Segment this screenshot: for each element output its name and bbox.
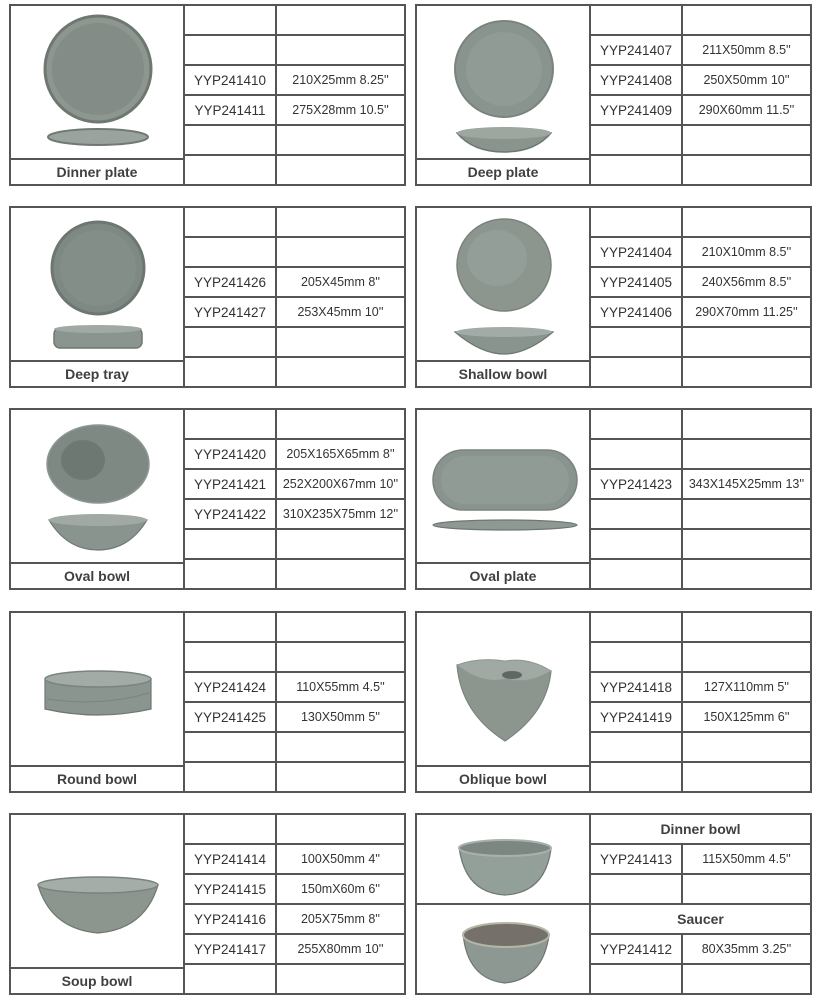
product-block-deep-tray [9, 206, 406, 388]
table-row [591, 440, 810, 470]
table-row [185, 875, 404, 905]
item-code [591, 613, 683, 641]
table-row [185, 643, 404, 673]
table-row [591, 36, 810, 66]
table-row [591, 156, 810, 184]
spec-table [591, 410, 810, 588]
product-block-dinner-plate [9, 4, 406, 186]
item-code [591, 530, 683, 558]
item-size [683, 500, 810, 528]
item-size [683, 126, 810, 154]
item-size: 130X50mm 5'' [300, 710, 381, 724]
item-code [591, 410, 683, 438]
item-code: YYP241404 [591, 238, 683, 266]
saucer-title: Saucer [677, 911, 724, 927]
item-size: 275X28mm 10.5'' [292, 103, 389, 117]
table-row [591, 875, 810, 905]
item-code: YYP241417 [185, 935, 277, 963]
product-name: Oval plate [417, 564, 591, 588]
shallow-bowl-image [417, 208, 591, 362]
table-row [185, 298, 404, 328]
item-code [185, 613, 277, 641]
item-code [591, 440, 683, 468]
item-size: 150mX60m 6'' [300, 882, 381, 896]
table-row [591, 935, 810, 965]
item-size: 290X60mm 11.5'' [698, 103, 795, 117]
item-size [683, 410, 810, 438]
item-size [683, 643, 810, 671]
spec-table [591, 208, 810, 386]
item-size [277, 328, 404, 356]
product-name: Deep tray [11, 362, 185, 386]
item-size [277, 6, 404, 34]
item-code [185, 126, 277, 154]
table-row [185, 36, 404, 66]
product-name: Soup bowl [11, 969, 185, 993]
item-code: YYP241422 [185, 500, 277, 528]
item-code [185, 238, 277, 266]
product-block-round-bowl [9, 611, 406, 793]
product-name: Oval bowl [11, 564, 185, 588]
table-row [591, 66, 810, 96]
item-size [683, 6, 810, 34]
table-row [591, 268, 810, 298]
item-size: 211X50mm 8.5'' [702, 43, 791, 57]
table-row [185, 208, 404, 238]
item-size: 210X25mm 8.25'' [292, 73, 389, 87]
item-code: YYP241408 [591, 66, 683, 94]
item-size: 205X165X65mm 8'' [286, 447, 395, 461]
table-row [591, 643, 810, 673]
table-row [185, 268, 404, 298]
item-size: 255X80mm 10'' [297, 942, 384, 956]
product-name: Deep plate [417, 160, 591, 184]
item-code [591, 126, 683, 154]
item-size [277, 815, 404, 843]
item-size [277, 643, 404, 671]
item-size: 343X145X25mm 13'' [688, 477, 805, 491]
item-code [185, 560, 277, 588]
dinner-bowl-image [417, 815, 591, 905]
product-name: Oblique bowl [417, 767, 591, 791]
product-block-oval-bowl [9, 408, 406, 590]
table-row [185, 410, 404, 440]
item-size [683, 965, 810, 993]
item-size [683, 875, 810, 903]
product-name: Dinner plate [11, 160, 185, 184]
table-row [185, 238, 404, 268]
spec-table [185, 6, 404, 184]
table-row [185, 845, 404, 875]
table-row [185, 905, 404, 935]
table-row [591, 298, 810, 328]
spec-table [185, 815, 404, 993]
item-size [683, 733, 810, 761]
oblique-bowl-image [417, 613, 591, 767]
oval-bowl-image [11, 410, 185, 564]
table-row [185, 733, 404, 763]
item-size: 240X56mm 8.5'' [701, 275, 792, 289]
table-row [185, 66, 404, 96]
item-size [277, 126, 404, 154]
table-row [185, 500, 404, 530]
item-code [591, 733, 683, 761]
item-size [277, 410, 404, 438]
deep-plate-image [417, 6, 591, 160]
item-size [277, 733, 404, 761]
table-row [185, 673, 404, 703]
product-block-dinner-bowl-saucer [415, 813, 812, 995]
table-row [591, 358, 810, 386]
item-code: YYP241416 [185, 905, 277, 933]
spec-table [591, 6, 810, 184]
item-size [277, 560, 404, 588]
dinner-plate-image [11, 6, 185, 160]
item-size [683, 613, 810, 641]
item-code: YYP241419 [591, 703, 683, 731]
item-size: 127X110mm 5'' [703, 680, 790, 694]
table-row [591, 613, 810, 643]
item-code [185, 156, 277, 184]
item-code [185, 643, 277, 671]
table-row [591, 530, 810, 560]
item-size: 210X10mm 8.5'' [701, 245, 792, 259]
item-code [591, 560, 683, 588]
item-size: 252X200X67mm 10'' [282, 477, 399, 491]
spec-table [591, 613, 810, 791]
item-code: YYP241426 [185, 268, 277, 296]
table-row [185, 328, 404, 358]
deep-tray-image [11, 208, 185, 362]
item-size: 310X235X75mm 12'' [282, 507, 399, 521]
table-row [591, 6, 810, 36]
item-code [185, 733, 277, 761]
product-name: Round bowl [11, 767, 185, 791]
spec-table [591, 815, 810, 993]
item-code: YYP241421 [185, 470, 277, 498]
item-size: 80X35mm 3.25'' [701, 942, 792, 956]
item-size [683, 328, 810, 356]
item-size [683, 763, 810, 791]
dinner-bowl-title: Dinner bowl [660, 821, 741, 837]
item-code: YYP241414 [185, 845, 277, 873]
item-size [683, 358, 810, 386]
item-code: YYP241412 [591, 935, 683, 963]
item-code [591, 643, 683, 671]
table-row [185, 935, 404, 965]
table-row [591, 703, 810, 733]
item-code [591, 875, 683, 903]
item-size: 150X125mm 6'' [703, 710, 790, 724]
table-row [185, 156, 404, 184]
product-block-soup-bowl [9, 813, 406, 995]
item-code: YYP241415 [185, 875, 277, 903]
table-row [185, 530, 404, 560]
item-size: 115X50mm 4.5'' [702, 852, 791, 866]
item-size [277, 36, 404, 64]
table-row [591, 560, 810, 588]
table-row [591, 733, 810, 763]
item-size: 290X70mm 11.25'' [695, 305, 798, 319]
table-row [591, 208, 810, 238]
item-code: YYP241423 [591, 470, 683, 498]
item-size [683, 208, 810, 236]
product-block-deep-plate [415, 4, 812, 186]
item-code [591, 328, 683, 356]
item-size: 110X55mm 4.5'' [296, 680, 385, 694]
table-row [591, 845, 810, 875]
item-code [591, 6, 683, 34]
item-code: YYP241411 [185, 96, 277, 124]
table-row [185, 6, 404, 36]
item-size [277, 238, 404, 266]
product-block-shallow-bowl [415, 206, 812, 388]
item-code: YYP241425 [185, 703, 277, 731]
round-bowl-image [11, 613, 185, 767]
product-block-oblique-bowl [415, 611, 812, 793]
item-code [591, 208, 683, 236]
table-row [591, 410, 810, 440]
item-code [185, 965, 277, 993]
table-row [591, 238, 810, 268]
item-code [185, 6, 277, 34]
table-row [185, 96, 404, 126]
table-row [185, 965, 404, 993]
item-code: YYP241418 [591, 673, 683, 701]
table-row [591, 328, 810, 358]
item-code [185, 328, 277, 356]
spec-table [185, 613, 404, 791]
table-row [591, 673, 810, 703]
item-size [683, 156, 810, 184]
product-name: Shallow bowl [417, 362, 591, 386]
item-code [185, 763, 277, 791]
item-code [591, 156, 683, 184]
item-size: 205X75mm 8'' [300, 912, 381, 926]
item-code [591, 358, 683, 386]
table-row [591, 965, 810, 993]
table-row [185, 763, 404, 791]
table-row [591, 470, 810, 500]
table-row [591, 96, 810, 126]
item-code [185, 208, 277, 236]
soup-bowl-image [11, 815, 185, 969]
item-size [277, 965, 404, 993]
item-size [277, 613, 404, 641]
product-block-oval-plate [415, 408, 812, 590]
item-size: 100X50mm 4'' [300, 852, 381, 866]
item-code: YYP241420 [185, 440, 277, 468]
item-size [277, 530, 404, 558]
item-size [277, 763, 404, 791]
table-row [185, 703, 404, 733]
item-code: YYP241427 [185, 298, 277, 326]
item-code [185, 530, 277, 558]
item-size [277, 358, 404, 386]
table-row [591, 815, 810, 845]
item-size: 250X50mm 10'' [703, 73, 790, 87]
table-row [185, 560, 404, 588]
item-code: YYP241413 [591, 845, 683, 873]
table-row [185, 126, 404, 156]
spec-table [185, 410, 404, 588]
item-code [185, 36, 277, 64]
item-code: YYP241407 [591, 36, 683, 64]
table-row [185, 815, 404, 845]
item-code: YYP241410 [185, 66, 277, 94]
item-code [185, 410, 277, 438]
item-size: 253X45mm 10'' [297, 305, 384, 319]
table-row [591, 500, 810, 530]
item-size [683, 440, 810, 468]
spec-table [185, 208, 404, 386]
item-code [591, 500, 683, 528]
table-row [185, 470, 404, 500]
oval-plate-image [417, 410, 591, 564]
item-size [683, 530, 810, 558]
item-code [591, 965, 683, 993]
item-code: YYP241409 [591, 96, 683, 124]
table-row [185, 440, 404, 470]
item-code: YYP241405 [591, 268, 683, 296]
item-size [277, 208, 404, 236]
item-code [591, 763, 683, 791]
item-code [185, 815, 277, 843]
table-row [591, 763, 810, 791]
item-code: YYP241406 [591, 298, 683, 326]
item-size [683, 560, 810, 588]
item-code [185, 358, 277, 386]
table-row [591, 126, 810, 156]
item-size: 205X45mm 8'' [300, 275, 381, 289]
item-size [277, 156, 404, 184]
table-row [185, 613, 404, 643]
saucer-image [417, 905, 591, 993]
table-row [185, 358, 404, 386]
item-code: YYP241424 [185, 673, 277, 701]
table-row [591, 905, 810, 935]
